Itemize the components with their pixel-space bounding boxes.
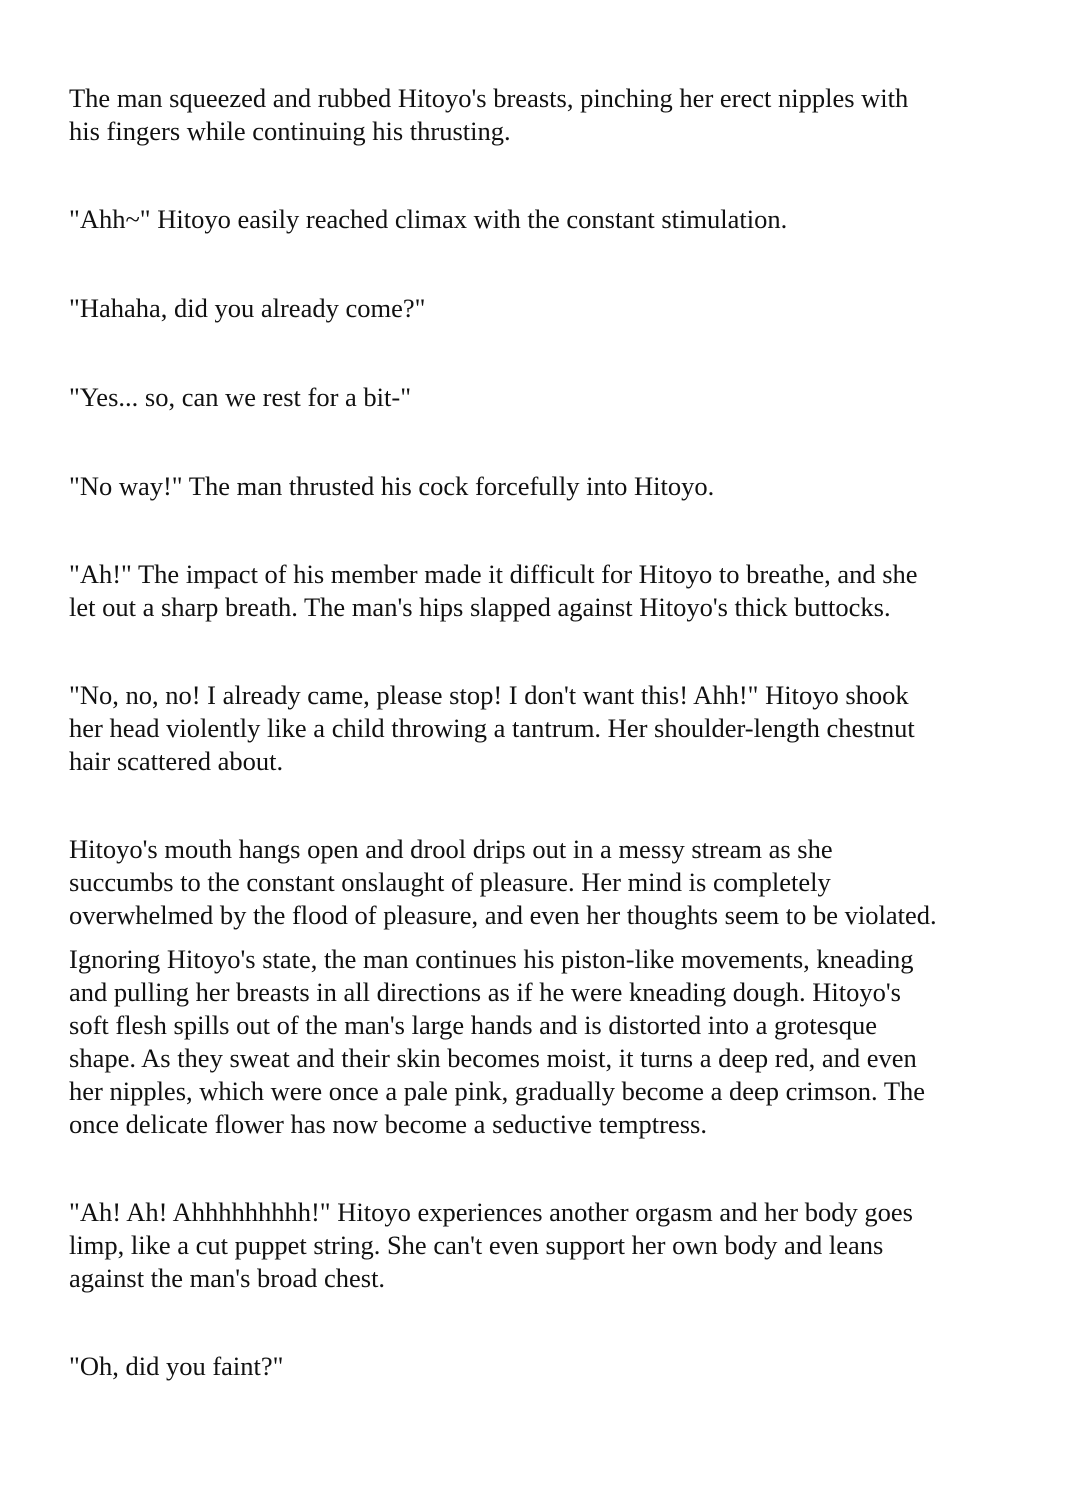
text-line: "Yes... so, can we rest for a bit-"	[69, 382, 412, 412]
text-line: "No way!" The man thrusted his cock forcefully into Hitoyo.	[69, 471, 715, 501]
text-line: once delicate flower has now become a seductive temptress.	[69, 1109, 707, 1139]
text-line: overwhelmed by the flood of pleasure, and even her thoughts seem to be violated.	[69, 900, 937, 930]
text-line: "Ah! Ah! Ahhhhhhhhh!" Hitoyo experiences another orgasm and her body goes	[69, 1197, 913, 1227]
paragraph	[69, 1196, 1029, 1295]
paragraph	[69, 1350, 1029, 1383]
text-line: against the man's broad chest.	[69, 1263, 386, 1293]
text-line: "No, no, no! I already came, please stop! I don't want this! Ahh!" Hitoyo shook	[69, 680, 909, 710]
text-line: "Ah!" The impact of his member made it difficult for Hitoyo to breathe, and she	[69, 559, 918, 589]
paragraph	[69, 381, 1029, 414]
text-line: her head violently like a child throwing a tantrum. Her shoulder-length chestnut	[69, 713, 915, 743]
paragraph	[69, 470, 1029, 503]
text-line: The man squeezed and rubbed Hitoyo's breasts, pinching her erect nipples with	[69, 83, 909, 113]
paragraph	[69, 203, 1029, 236]
paragraph	[69, 292, 1029, 325]
text-line: Hitoyo's mouth hangs open and drool drips out in a messy stream as she	[69, 834, 833, 864]
paragraph	[69, 558, 1029, 624]
text-line: and pulling her breasts in all directions as if he were kneading dough. Hitoyo's	[69, 977, 901, 1007]
text-line: shape. As they sweat and their skin becomes moist, it turns a deep red, and even	[69, 1043, 917, 1073]
text-line: Ignoring Hitoyo's state, the man continues his piston-like movements, kneading	[69, 944, 914, 974]
text-line: let out a sharp breath. The man's hips slapped against Hitoyo's thick buttocks.	[69, 592, 891, 622]
text-line: succumbs to the constant onslaught of pleasure. Her mind is completely	[69, 867, 831, 897]
paragraph	[69, 679, 1029, 778]
text-line: "Oh, did you faint?"	[69, 1351, 284, 1381]
text-line: his fingers while continuing his thrusting.	[69, 116, 511, 146]
text-line: hair scattered about.	[69, 746, 284, 776]
text-line: her nipples, which were once a pale pink, gradually become a deep crimson. The	[69, 1076, 926, 1106]
text-line: limp, like a cut puppet string. She can't even support her own body and leans	[69, 1230, 884, 1260]
text-line: soft flesh spills out of the man's large hands and is distorted into a grotesque	[69, 1010, 877, 1040]
paragraph	[69, 943, 1029, 1141]
text-line: "Ahh~" Hitoyo easily reached climax with the constant stimulation.	[69, 204, 788, 234]
paragraph	[69, 833, 1029, 932]
text-line: "Hahaha, did you already come?"	[69, 293, 426, 323]
paragraph	[69, 82, 1029, 148]
